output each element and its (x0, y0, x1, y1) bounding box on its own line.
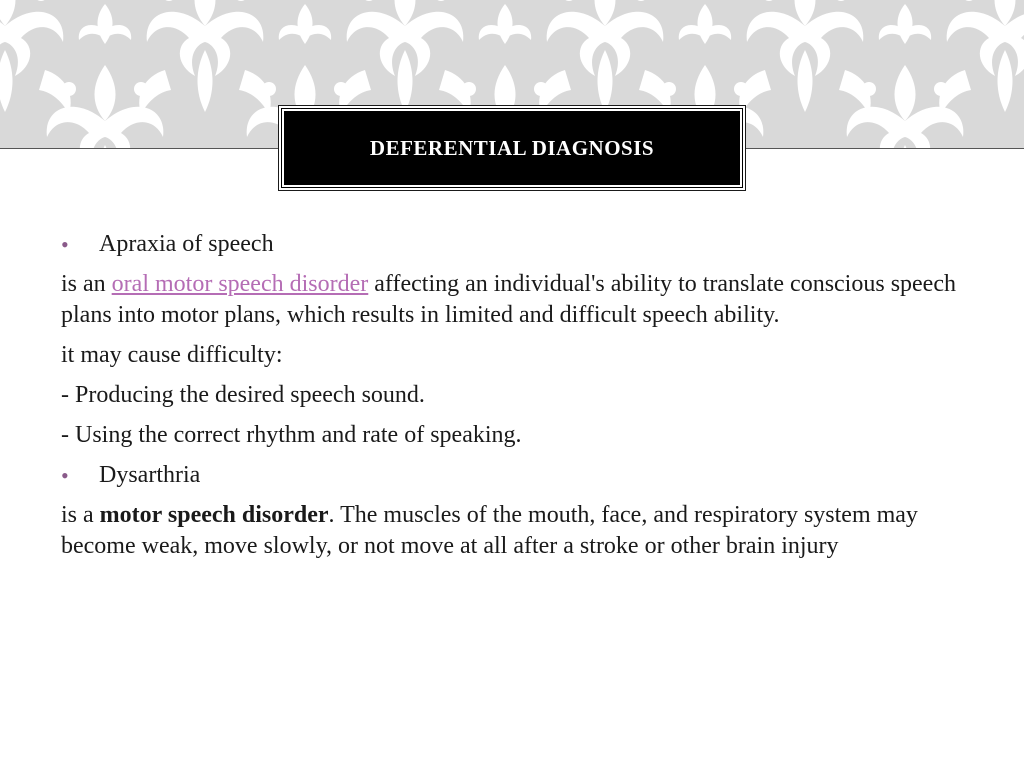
cause-item-1: - Producing the desired speech sound. (61, 382, 425, 408)
apraxia-definition (61, 269, 961, 331)
slide-body (61, 229, 961, 562)
apraxia-definition-rest: affecting an individual's ability to translate conscious speech plans into motor plans, which results in limited and difficult speech ability. (61, 271, 956, 328)
oral-motor-speech-disorder-link[interactable]: oral motor speech disorder (111, 271, 369, 297)
bullet-marker: • (61, 232, 69, 257)
motor-speech-disorder-term: motor speech disorder (99, 502, 329, 528)
cause-intro: it may cause difficulty: (61, 342, 283, 368)
bullet-marker: • (61, 463, 69, 488)
bullet-apraxia (61, 229, 961, 260)
bullet-dysarthria (61, 460, 961, 491)
bullet-apraxia-label: Apraxia of speech (99, 231, 274, 257)
cause-item-2: - Using the correct rhythm and rate of speaking. (61, 422, 522, 448)
apraxia-definition-intro: is an (61, 271, 112, 297)
slide-title: DEFERENTIAL DIAGNOSIS (369, 135, 655, 160)
title-box (282, 109, 742, 187)
title-frame (278, 105, 746, 191)
dysarthria-definition-rest: . The muscles of the mouth, face, and respiratory system may become weak, move slowly, or not move at all after a stroke or other brain injury (61, 502, 918, 559)
dysarthria-definition-intro: is a (61, 502, 100, 528)
bullet-dysarthria-label: Dysarthria (99, 462, 201, 488)
dysarthria-definition (61, 500, 961, 562)
